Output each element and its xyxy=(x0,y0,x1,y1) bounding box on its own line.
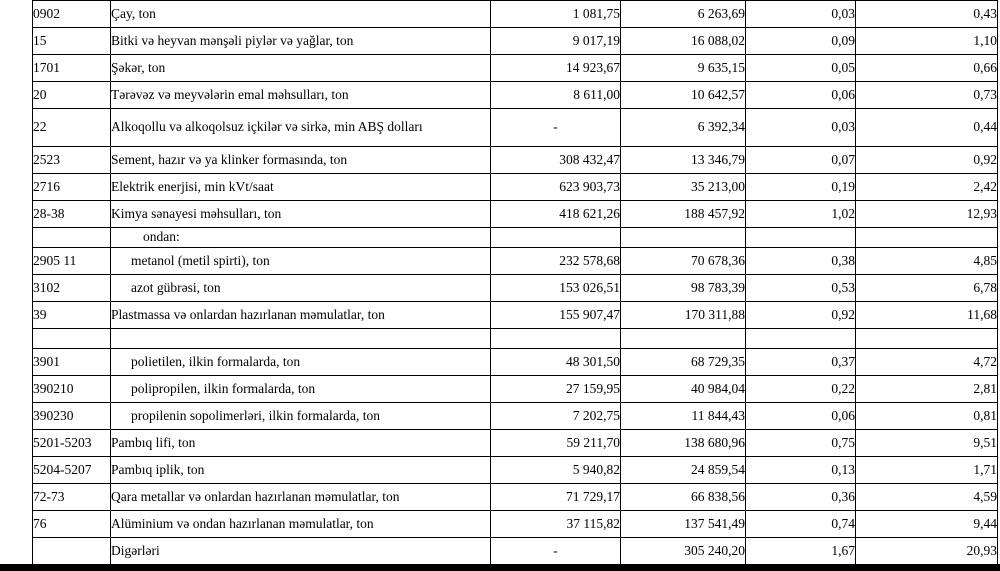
table-row xyxy=(33,511,998,538)
cell-value-2: 305 240,20 xyxy=(621,538,746,565)
cell-value-3: 0,37 xyxy=(746,349,856,376)
cell-value-2: 6 392,34 xyxy=(621,109,746,147)
cell-value-3: 0,36 xyxy=(746,484,856,511)
table-row xyxy=(33,403,998,430)
table-row xyxy=(33,147,998,174)
cell-code: 76 xyxy=(33,511,111,538)
cell-code: 1701 xyxy=(33,55,111,82)
cell-value-2: 40 984,04 xyxy=(621,376,746,403)
cell-value-2 xyxy=(621,329,746,349)
table-row xyxy=(33,484,998,511)
cell-value-4: 1,71 xyxy=(856,457,998,484)
cell-description: Digərləri xyxy=(111,538,491,565)
cell-value-1: 1 081,75 xyxy=(491,1,621,28)
cell-value-1: 5 940,82 xyxy=(491,457,621,484)
cell-code: 390230 xyxy=(33,403,111,430)
table-row xyxy=(33,174,998,201)
cell-value-4: 1,10 xyxy=(856,28,998,55)
cell-value-2: 170 311,88 xyxy=(621,302,746,329)
cell-code: 2523 xyxy=(33,147,111,174)
cell-description: polietilen, ilkin formalarda, ton xyxy=(111,349,491,376)
cell-value-1: 623 903,73 xyxy=(491,174,621,201)
cell-value-4: 4,85 xyxy=(856,248,998,275)
cell-value-1: 59 211,70 xyxy=(491,430,621,457)
cell-value-2: 16 088,02 xyxy=(621,28,746,55)
cell-value-4: 0,66 xyxy=(856,55,998,82)
table-row xyxy=(33,302,998,329)
cell-description: Şəkər, ton xyxy=(111,55,491,82)
cell-description: azot gübrəsi, ton xyxy=(111,275,491,302)
cell-value-1: 232 578,68 xyxy=(491,248,621,275)
cell-value-3: 0,53 xyxy=(746,275,856,302)
bottom-black-bar xyxy=(0,564,1000,571)
cell-description: Alkoqollu və alkoqolsuz içkilər və sirkə, min ABŞ dolları xyxy=(111,109,491,147)
cell-value-3: 0,06 xyxy=(746,82,856,109)
cell-value-4: 6,78 xyxy=(856,275,998,302)
table-row xyxy=(33,538,998,565)
cell-value-3: 0,09 xyxy=(746,28,856,55)
cell-value-2: 137 541,49 xyxy=(621,511,746,538)
cell-value-1: 418 621,26 xyxy=(491,201,621,228)
cell-value-3: 0,75 xyxy=(746,430,856,457)
cell-description: metanol (metil spirti), ton xyxy=(111,248,491,275)
cell-description: polipropilen, ilkin formalarda, ton xyxy=(111,376,491,403)
cell-value-3: 1,67 xyxy=(746,538,856,565)
cell-description: Elektrik enerjisi, min kVt/saat xyxy=(111,174,491,201)
cell-value-1: - xyxy=(491,109,621,147)
cell-value-2: 9 635,15 xyxy=(621,55,746,82)
cell-code: 39 xyxy=(33,302,111,329)
cell-value-4 xyxy=(856,329,998,349)
cell-value-3: 0,05 xyxy=(746,55,856,82)
cell-code: 2716 xyxy=(33,174,111,201)
cell-value-1: 8 611,00 xyxy=(491,82,621,109)
cell-value-2: 35 213,00 xyxy=(621,174,746,201)
cell-description: Sement, hazır və ya klinker formasında, ton xyxy=(111,147,491,174)
cell-value-1: 27 159,95 xyxy=(491,376,621,403)
cell-description: Bitki və heyvan mənşəli piylər və yağlar, ton xyxy=(111,28,491,55)
cell-value-3: 0,19 xyxy=(746,174,856,201)
cell-value-4: 0,43 xyxy=(856,1,998,28)
cell-value-4: 0,81 xyxy=(856,403,998,430)
table-body xyxy=(33,1,998,565)
cell-code: 0902 xyxy=(33,1,111,28)
cell-value-3: 0,03 xyxy=(746,109,856,147)
cell-value-3 xyxy=(746,329,856,349)
cell-code: 20 xyxy=(33,82,111,109)
cell-code: 28-38 xyxy=(33,201,111,228)
cell-description: Çay, ton xyxy=(111,1,491,28)
cell-description: Alüminium və ondan hazırlanan məmulatlar, ton xyxy=(111,511,491,538)
cell-code: 5201-5203 xyxy=(33,430,111,457)
cell-value-3: 0,06 xyxy=(746,403,856,430)
cell-description: Plastmassa və onlardan hazırlanan məmulatlar, ton xyxy=(111,302,491,329)
cell-code: 22 xyxy=(33,109,111,147)
cell-value-2: 6 263,69 xyxy=(621,1,746,28)
cell-value-1: 153 026,51 xyxy=(491,275,621,302)
cell-description: Tərəvəz və meyvələrin emal məhsulları, ton xyxy=(111,82,491,109)
cell-description: Pambıq iplik, ton xyxy=(111,457,491,484)
cell-value-1: 14 923,67 xyxy=(491,55,621,82)
cell-value-1 xyxy=(491,329,621,349)
table-row xyxy=(33,228,998,248)
cell-value-2: 188 457,92 xyxy=(621,201,746,228)
table-row xyxy=(33,109,998,147)
table-row xyxy=(33,55,998,82)
cell-value-4: 0,92 xyxy=(856,147,998,174)
table-row xyxy=(33,82,998,109)
cell-value-3: 0,92 xyxy=(746,302,856,329)
cell-value-2: 11 844,43 xyxy=(621,403,746,430)
table-row xyxy=(33,248,998,275)
cell-value-4: 4,72 xyxy=(856,349,998,376)
cell-value-3: 0,03 xyxy=(746,1,856,28)
cell-description: Qara metallar və onlardan hazırlanan məmulatlar, ton xyxy=(111,484,491,511)
cell-description: Kimya sənayesi məhsulları, ton xyxy=(111,201,491,228)
cell-value-4: 11,68 xyxy=(856,302,998,329)
cell-code: 2905 11 xyxy=(33,248,111,275)
table-row xyxy=(33,1,998,28)
cell-value-2 xyxy=(621,228,746,248)
cell-value-4: 20,93 xyxy=(856,538,998,565)
cell-value-2: 68 729,35 xyxy=(621,349,746,376)
cell-value-4: 0,73 xyxy=(856,82,998,109)
table-row xyxy=(33,28,998,55)
cell-code xyxy=(33,538,111,565)
cell-value-3 xyxy=(746,228,856,248)
cell-value-4: 9,44 xyxy=(856,511,998,538)
cell-value-2: 66 838,56 xyxy=(621,484,746,511)
cell-value-1: - xyxy=(491,538,621,565)
cell-value-4: 2,42 xyxy=(856,174,998,201)
cell-code: 3102 xyxy=(33,275,111,302)
cell-value-4: 2,81 xyxy=(856,376,998,403)
table-row xyxy=(33,349,998,376)
cell-value-4: 0,44 xyxy=(856,109,998,147)
cell-code: 72-73 xyxy=(33,484,111,511)
cell-value-4: 9,51 xyxy=(856,430,998,457)
cell-value-1: 308 432,47 xyxy=(491,147,621,174)
cell-description: ondan: xyxy=(111,228,491,248)
cell-value-4: 12,93 xyxy=(856,201,998,228)
cell-value-4: 4,59 xyxy=(856,484,998,511)
trade-statistics-table xyxy=(32,0,998,565)
cell-code: 3901 xyxy=(33,349,111,376)
cell-value-1 xyxy=(491,228,621,248)
cell-value-3: 0,38 xyxy=(746,248,856,275)
table-row xyxy=(33,329,998,349)
table-row xyxy=(33,201,998,228)
cell-value-1: 71 729,17 xyxy=(491,484,621,511)
cell-code: 15 xyxy=(33,28,111,55)
cell-value-1: 155 907,47 xyxy=(491,302,621,329)
cell-value-2: 13 346,79 xyxy=(621,147,746,174)
cell-value-1: 37 115,82 xyxy=(491,511,621,538)
cell-value-4 xyxy=(856,228,998,248)
table-row xyxy=(33,275,998,302)
cell-value-1: 9 017,19 xyxy=(491,28,621,55)
cell-code: 5204-5207 xyxy=(33,457,111,484)
cell-description: propilenin sopolimerləri, ilkin formalarda, ton xyxy=(111,403,491,430)
cell-value-3: 0,07 xyxy=(746,147,856,174)
table-row xyxy=(33,430,998,457)
cell-code: 390210 xyxy=(33,376,111,403)
cell-value-3: 0,13 xyxy=(746,457,856,484)
cell-value-2: 98 783,39 xyxy=(621,275,746,302)
cell-value-3: 0,22 xyxy=(746,376,856,403)
cell-value-2: 10 642,57 xyxy=(621,82,746,109)
cell-value-2: 70 678,36 xyxy=(621,248,746,275)
cell-description xyxy=(111,329,491,349)
cell-description: Pambıq lifi, ton xyxy=(111,430,491,457)
table-row xyxy=(33,457,998,484)
cell-value-1: 48 301,50 xyxy=(491,349,621,376)
cell-code xyxy=(33,329,111,349)
cell-value-3: 1,02 xyxy=(746,201,856,228)
table-row xyxy=(33,376,998,403)
cell-value-1: 7 202,75 xyxy=(491,403,621,430)
cell-value-2: 24 859,54 xyxy=(621,457,746,484)
cell-value-3: 0,74 xyxy=(746,511,856,538)
cell-code xyxy=(33,228,111,248)
cell-value-2: 138 680,96 xyxy=(621,430,746,457)
